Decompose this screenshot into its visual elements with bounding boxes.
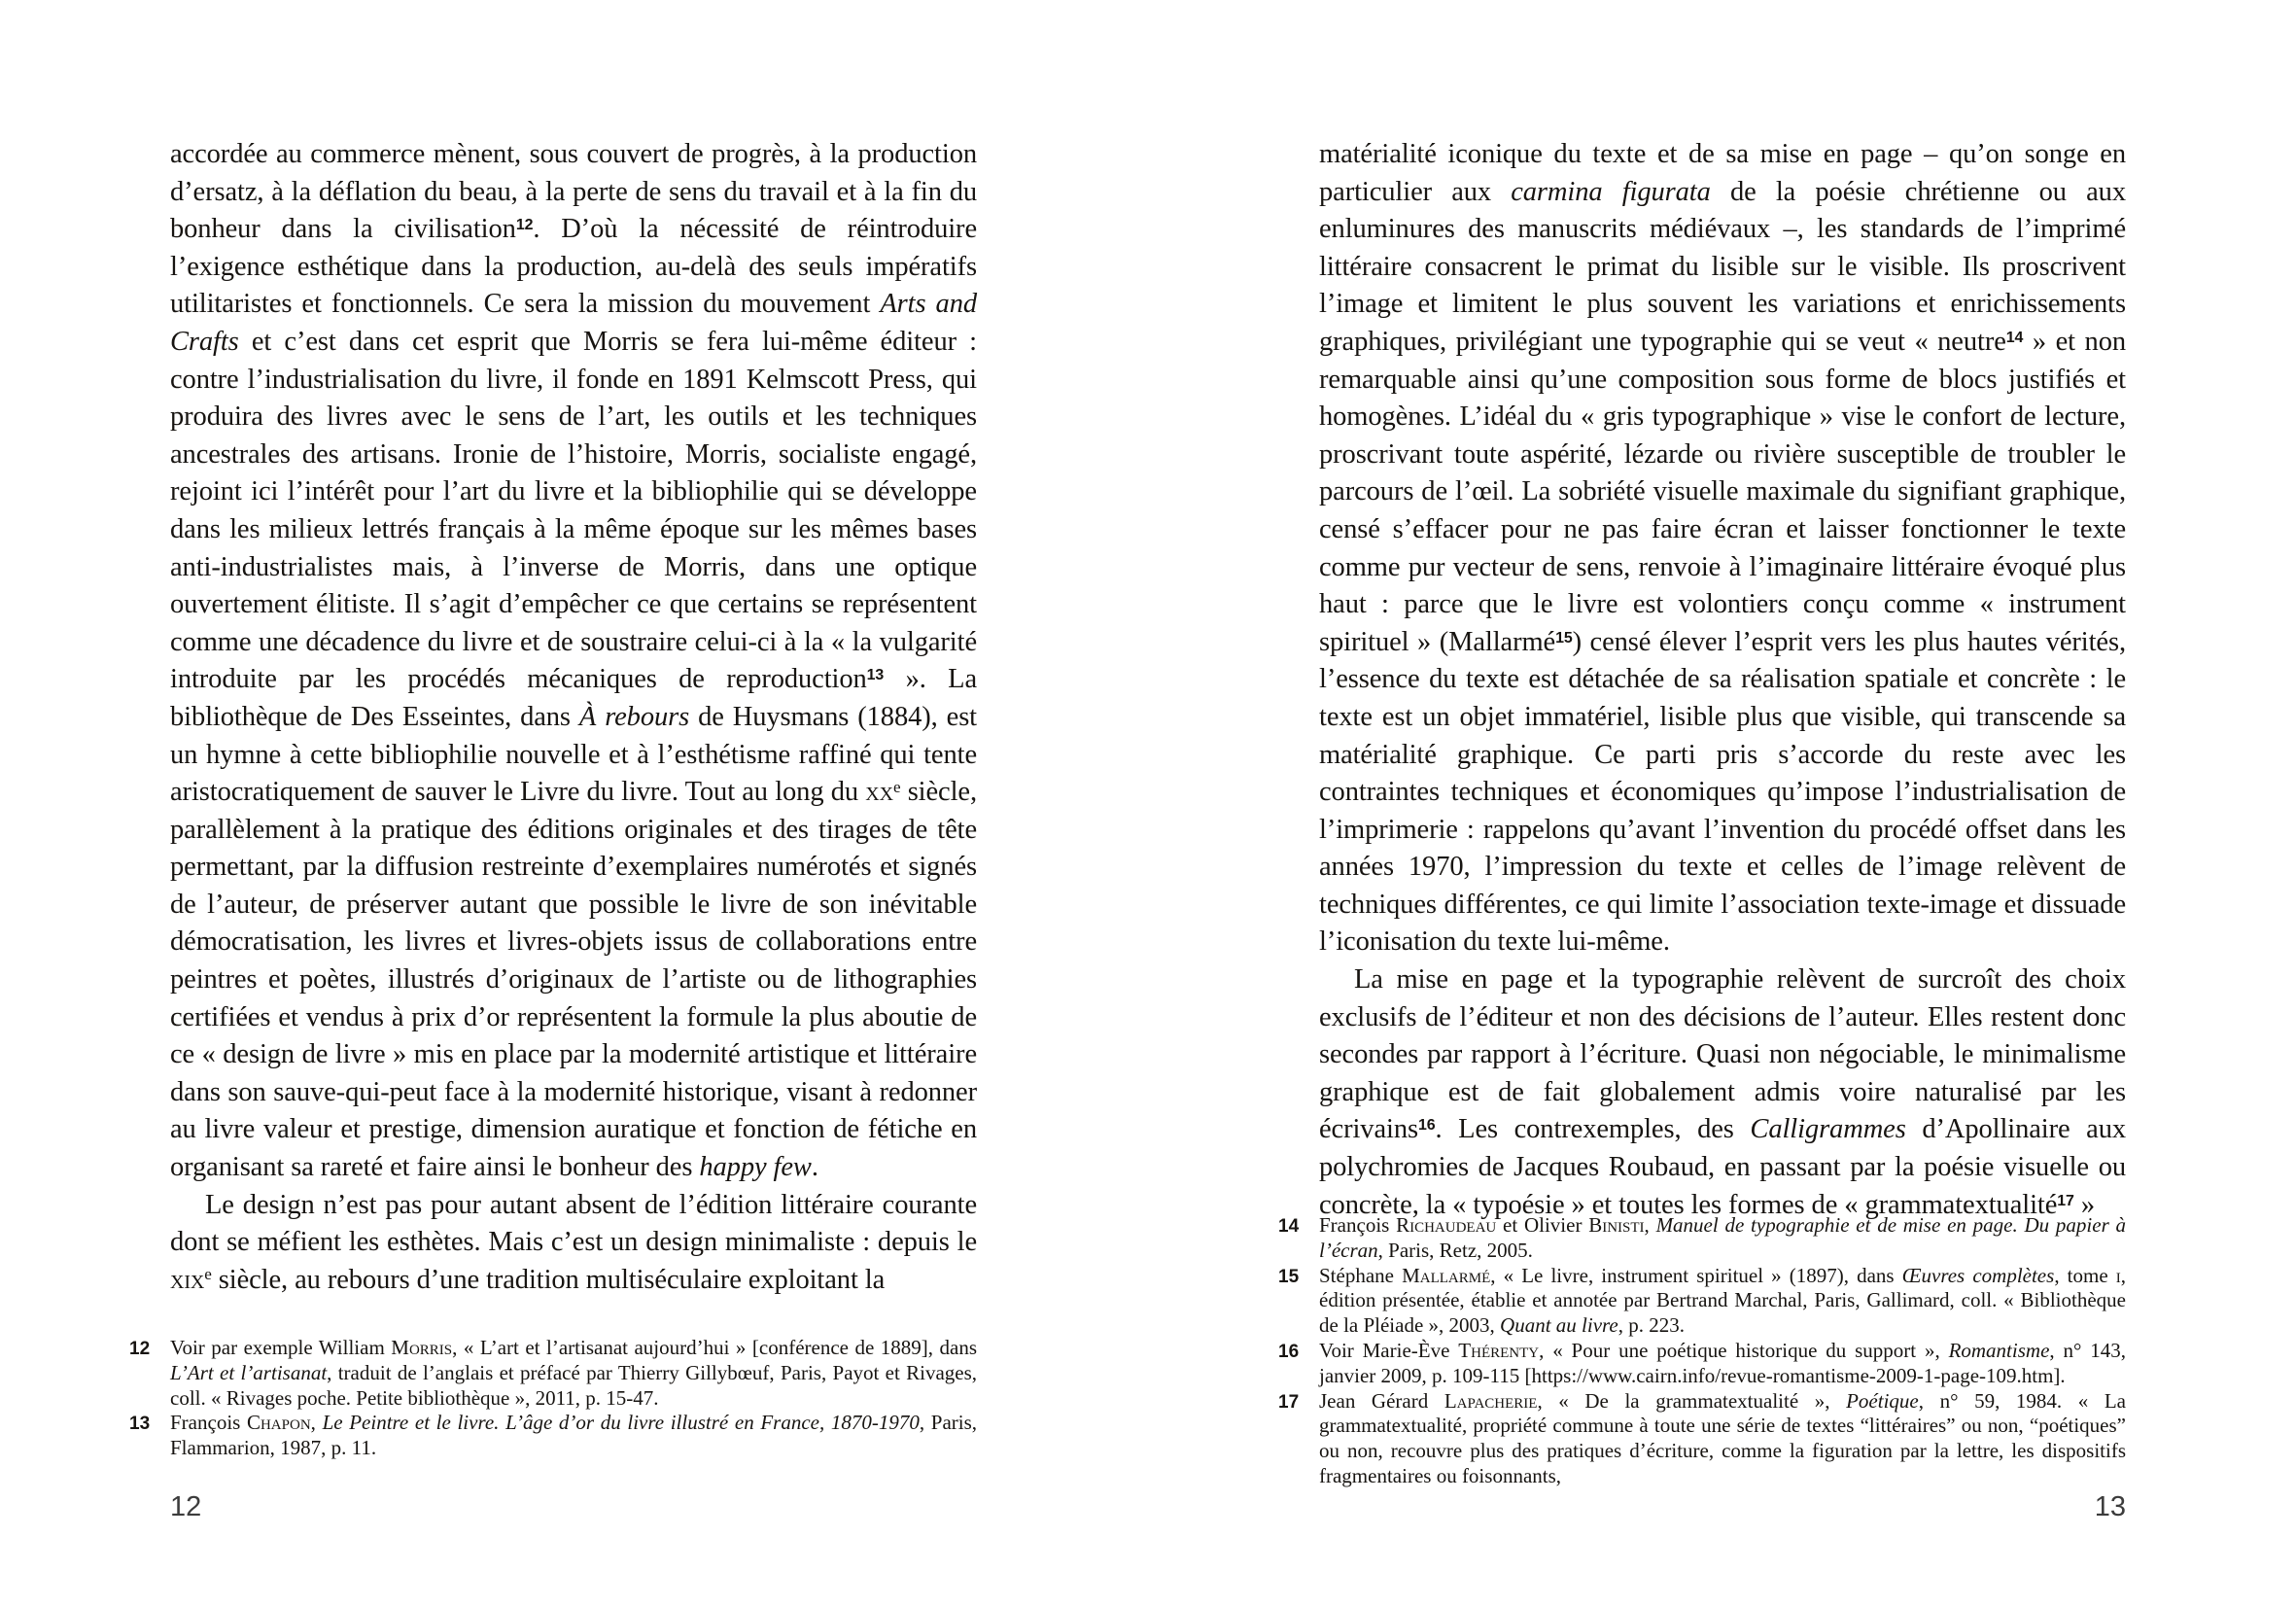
left-paragraph-2: Le design n’est pas pour autant absent de l’édition littéraire courante dont se méfient les esthètes. Mais c’est un design minimaliste : depuis le xix$^e$ siècle, au rebours d’une tradition multiséculaire exploitant la (170, 1189, 977, 1295)
right-footnotes (1278, 1213, 2127, 1489)
footnote-number: 13 (129, 1414, 151, 1435)
right-paragraph-2: La mise en page et la typographie relèvent de surcroît des choix exclusifs de l’éditeur et non des décisions de l’auteur. Elles restent donc secondes par rapport à l’écriture. Quasi non négociable, le minimalisme graphique est de fait globalement admis voire naturalisé par les écrivains$^{16}$. Les contrexemples, des Calligrammes d’Apollinaire aux polychromies de Jacques Roubaud, en passant par la poésie visuelle ou concrète, la « typoésie » et toutes les formes de « grammatextualité$^{17}$ » (1319, 964, 2127, 1220)
footnote-number: 14 (1278, 1216, 1300, 1237)
left-body-text (170, 136, 977, 1299)
page-number-right: 13 (2094, 1491, 2126, 1522)
right-body-text (1319, 136, 2126, 1224)
right-paragraph-1: matérialité iconique du texte et de sa mise en page – qu’on songe en particulier aux carmina figurata de la poésie chrétienne ou aux enluminures des manuscrits médiévaux –, les standards de l’imprimé littéraire consacrent le primat du lisible sur le visible. Ils proscrivent l’image et limitent le plus souvent les variations et enrichissements graphiques, privilégiant une typographie qui se veut « neutre$^{14}$ » et non remarquable ainsi qu’une composition sous forme de blocs justifiés et homogènes. L’idéal du « gris typographique » vise le confort de lecture, proscrivant toute aspérité, lézarde ou rivière susceptible de troubler le parcours de l’œil. La sobriété visuelle maximale du signifiant graphique, censé s’effacer pour ne pas faire écran et laisser fonctionner le texte comme pur vecteur de sens, renvoie à l’imaginaire littéraire évoqué plus haut : parce que le livre est volontiers conçu comme « instrument spirituel » (Mallarmé$^{15}$) censé élever l’esprit vers les plus hautes vérités, l’essence du texte est détachée de sa réalisation spatiale et concrète : le texte est un objet immatériel, lisible plus que visible, qui transcende sa matérialité graphique. Ce parti pris s’accorde du reste avec les contraintes techniques et économiques qu’impose l’industrialisation de l’imprimerie : rappelons qu’avant l’invention du procédé offset dans les années 1970, l’impression du texte et celles de l’image relèvent de techniques différentes, ce qui limite l’association texte-image et dissuade l’iconisation du texte lui-même. (1319, 139, 2127, 958)
footnote-number: 16 (1278, 1341, 1300, 1362)
footnote-16 (1278, 1338, 2126, 1389)
footnote-number: 15 (1278, 1266, 1300, 1287)
page-left (129, 0, 978, 1607)
footnote-text: François Richaudeau et Olivier Binisti, Manuel de typographie et de mise en page. Du papier à l’écran, Paris, Retz, 2005. (1319, 1213, 2127, 1262)
footnote-15 (1278, 1263, 2127, 1339)
footnote-17 (1278, 1388, 2127, 1489)
page-right (1278, 0, 2127, 1607)
footnote-12 (129, 1336, 978, 1411)
footnote-text: Voir par exemple William Morris, « L’art et l’artisanat aujourd’hui » [conférence de 1889], dans L’Art et l’artisanat, traduit de l’anglais et préfacé par Thierry Gillybœuf, Paris, Payot et Rivages, coll. « Rivages poche. Petite bibliothèque », 2011, p. 15-47. (170, 1336, 978, 1410)
page-number-left: 12 (170, 1491, 202, 1522)
footnote-number: 17 (1278, 1391, 1300, 1413)
footnote-text: Jean Gérard Lapacherie, « De la grammatextualité », Poétique, n° 59, 1984. « La grammatextualité, propriété commune à toute une série de textes “littéraires” ou non, “poétiques” ou non, recouvre plus des pratiques d’écriture, comme la figuration par la lettre, les dispositifs fragmentaires ou foisonnants, (1319, 1388, 2127, 1487)
footnote-13 (129, 1411, 978, 1461)
footnote-text: Stéphane Mallarmé, « Le livre, instrument spirituel » (1897), dans Œuvres complètes, tome i, édition présentée, établie et annotée par Bertrand Marchal, Paris, Gallimard, coll. « Bibliothèque de la Pléiade », 2003, Quant au livre, p. 223. (1319, 1263, 2127, 1338)
left-paragraph-1: accordée au commerce mènent, sous couvert de progrès, à la production d’ersatz, à la déflation du beau, à la perte de sens du travail et à la fin du bonheur dans la civilisation$^{12}$. D’où la nécessité de réintroduire l’exigence esthétique dans la production, au-delà des seuls impératifs utilitaristes et fonctionnels. Ce sera la mission du mouvement Arts and Crafts et c’est dans cet esprit que Morris se fera lui-même éditeur : contre l’industrialisation du livre, il fonde en 1891 Kelmscott Press, qui produira des livres avec le sens de l’art, les outils et les techniques ancestrales des artisans. Ironie de l’histoire, Morris, socialiste engagé, rejoint ici l’intérêt pour l’art du livre et la bibliophilie qui se développe dans les milieux lettrés français à la même époque sur les mêmes bases anti-industrialistes mais, à l’inverse de Morris, dans une optique ouvertement élitiste. Il s’agit d’empêcher ce que certains se représentent comme une décadence du livre et de soustraire celui-ci à la « la vulgarité introduite par les procédés mécaniques de reproduction$^{13}$ ». La bibliothèque de Des Esseintes, dans À rebours de Huysmans (1884), est un hymne à cette bibliophilie nouvelle et à l’esthétisme raffiné qui tente aristocratiquement de sauver le Livre du livre. Tout au long du $xx^e$ siècle, parallèlement à la pratique des éditions originales et des tirages de tête permettant, par la diffusion restreinte d’exemplaires numérotés et signés de l’auteur, de préserver autant que possible le livre de son inévitable démocratisation, les livres et livres-objets issus de collaborations entre peintres et poètes, illustrés d’originaux de l’artiste ou de lithographies certifiées et vendus à prix d’or représentent la formule la plus aboutie de ce « design de livre » mis en place par la modernité artistique et littéraire dans son sauve-qui-peut face à la modernité historique, visant à redonner au livre valeur et prestige, dimension auratique et fonction de fétiche en organisant sa rareté et faire ainsi le bonheur des happy few. (170, 139, 978, 1183)
left-footnotes (129, 1336, 978, 1461)
footnote-14 (1278, 1213, 2127, 1264)
footnote-text: Voir Marie-Ève Thérenty, « Pour une poétique historique du support », Romantisme, n° 143, janvier 2009, p. 109-115 [https://www.cairn.info/revue-romantisme-2009-1-page-109.htm]. (1319, 1338, 2126, 1387)
footnote-number: 12 (129, 1339, 151, 1359)
footnote-text: François Chapon, Le Peintre et le livre. L’âge d’or du livre illustré en France, 1870-1970, Paris, Flammarion, 1987, p. 11. (170, 1411, 978, 1460)
